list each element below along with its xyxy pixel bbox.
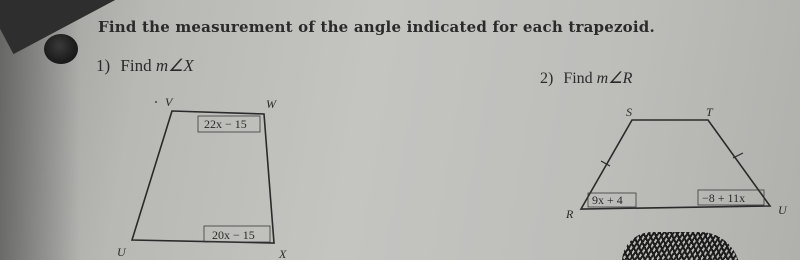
problem-2-angle: m∠R	[596, 70, 633, 87]
vertex-w-label: W	[266, 97, 276, 111]
vertex-u2-label: U	[778, 203, 787, 217]
angle-r-expression: 9x + 4	[592, 193, 623, 207]
vertex-v-label: V	[165, 95, 173, 109]
problem-1-angle: m∠X	[155, 56, 194, 75]
vertex-t-label: T	[706, 105, 713, 119]
angle-x-expression: 20x − 15	[212, 228, 255, 242]
angle-u-expression: −8 + 11x	[702, 191, 746, 205]
vertex-v-dot	[155, 101, 157, 103]
trapezoid-1	[117, 95, 287, 260]
problem-1-find-word: Find	[120, 56, 152, 75]
instructions-heading: Find the measurement of the angle indicated for each trapezoid.	[98, 18, 655, 36]
vertex-s-label: S	[626, 105, 632, 119]
problem-1-number: 1)	[96, 56, 111, 75]
vertex-r-label: R	[566, 207, 574, 221]
angle-w-expression: 22x − 15	[204, 117, 247, 131]
vertex-x-label: X	[279, 247, 287, 260]
problem-2-number: 2)	[540, 70, 554, 87]
problem-2-find-word: Find	[563, 70, 593, 87]
trapezoid-1-outline	[132, 111, 274, 243]
trapezoid-2	[565, 105, 788, 221]
vertex-u-label: U	[117, 245, 126, 259]
